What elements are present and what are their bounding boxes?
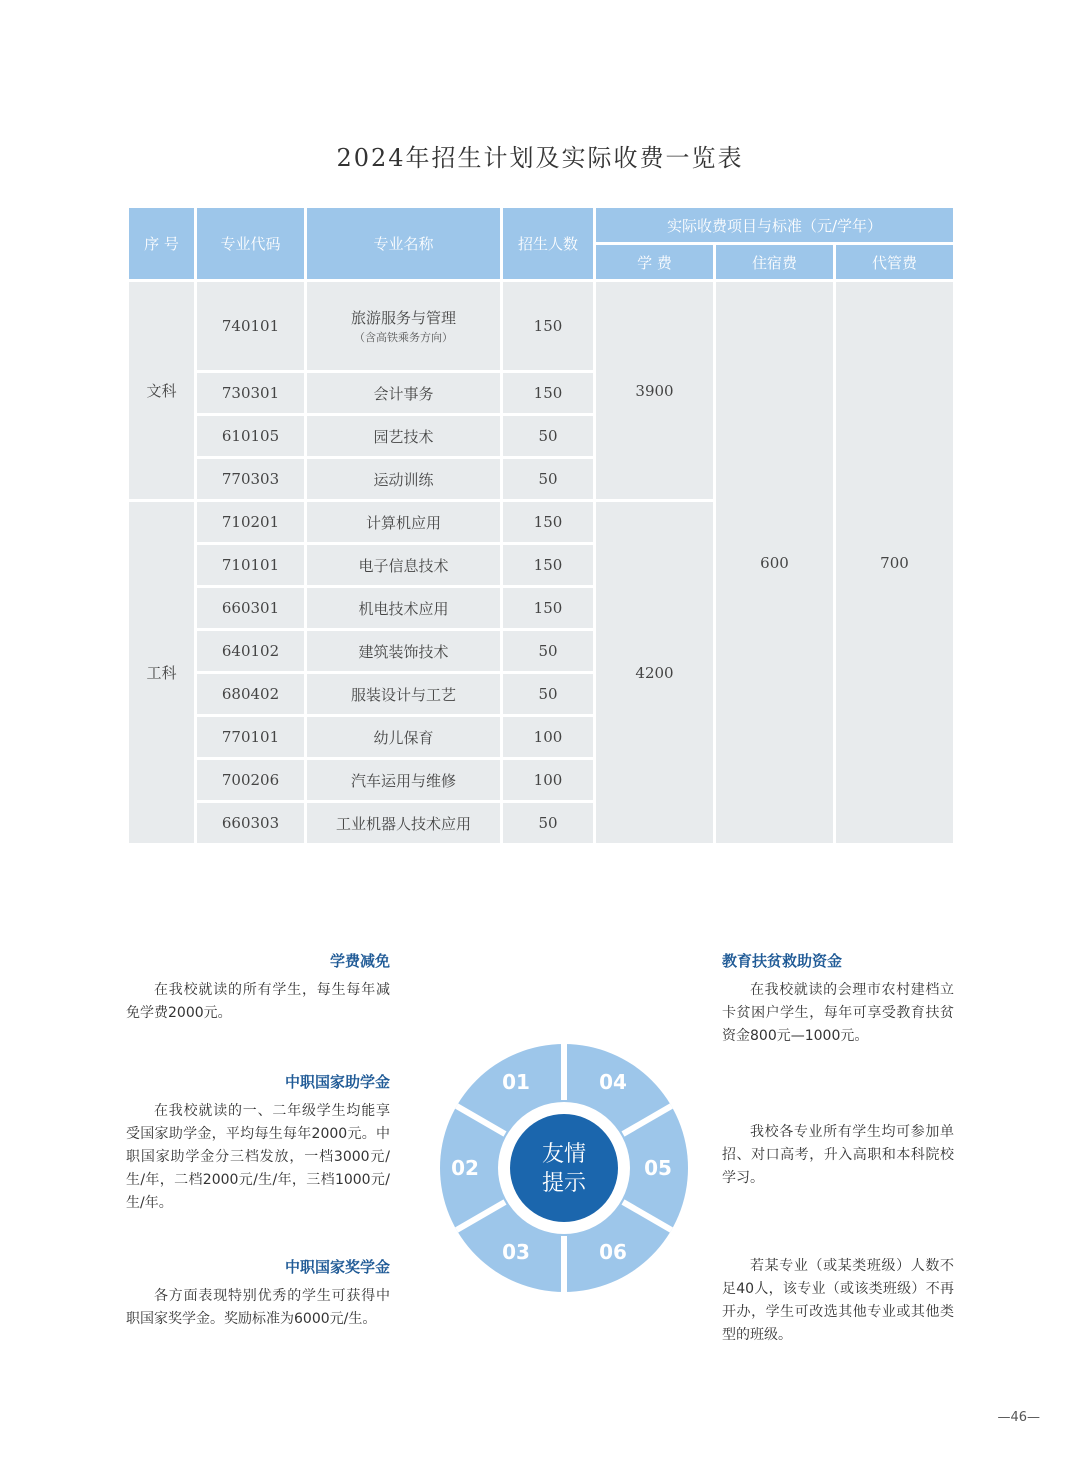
enroll-count: 100 [502, 716, 595, 759]
major-code: 610105 [196, 415, 306, 458]
header-name: 专业名称 [306, 207, 502, 281]
card-national-scholarship [126, 1256, 390, 1331]
wheel-center [510, 1114, 618, 1222]
major-code: 700206 [196, 759, 306, 802]
major-name-text: 旅游服务与管理 [350, 309, 456, 327]
header-fee-group: 实际收费项目与标准（元/学年） [595, 207, 955, 244]
card-text: 各方面表现特别优秀的学生可获得中职国家奖学金。奖励标准为6000元/生。 [126, 1288, 390, 1327]
fee-table [126, 205, 956, 846]
major-code: 660303 [196, 802, 306, 845]
enroll-count: 100 [502, 759, 595, 802]
header-tuition: 学 费 [595, 244, 715, 281]
major-name: 汽车运用与维修 [306, 759, 502, 802]
header-enroll: 招生人数 [502, 207, 595, 281]
card-text: 在我校就读的所有学生，每生每年减免学费2000元。 [126, 982, 390, 1021]
major-name: 建筑装饰技术 [306, 630, 502, 673]
agency-fee: 700 [835, 281, 955, 845]
enroll-count: 150 [502, 372, 595, 415]
card-title: 学费减免 [329, 952, 390, 970]
card-title: 中职国家奖学金 [284, 1258, 390, 1276]
page-title: 2024年招生计划及实际收费一览表 [336, 144, 744, 172]
major-name-sub: （含高铁乘务方向） [354, 331, 453, 344]
card-text: 在我校就读的会理市农村建档立卡贫困户学生，每年可享受教育扶贫资金800元—1000元。 [722, 982, 954, 1044]
header-code: 专业代码 [196, 207, 306, 281]
major-code: 710201 [196, 501, 306, 544]
card-text: 我校各专业所有学生均可参加单招、对口高考，升入高职和本科院校学习。 [722, 1124, 954, 1186]
card-national-grant [126, 1071, 390, 1215]
major-name: 电子信息技术 [306, 544, 502, 587]
segment-label-06: 06 [599, 1240, 627, 1264]
card-text: 若某专业（或某类班级）人数不足40人，该专业（或该类班级）不再开办，学生可改选其他专业或其他类型的班级。 [722, 1258, 954, 1343]
enroll-count: 50 [502, 802, 595, 845]
center-line1: 友情 [541, 1142, 587, 1167]
major-code: 740101 [196, 281, 306, 372]
segment-label-05: 05 [644, 1156, 672, 1180]
major-code: 710101 [196, 544, 306, 587]
header-dorm: 住宿费 [715, 244, 835, 281]
card-further-study [722, 1121, 954, 1190]
major-code: 730301 [196, 372, 306, 415]
card-tuition-waiver [126, 950, 390, 1025]
enroll-count: 50 [502, 630, 595, 673]
header-agency: 代管费 [835, 244, 955, 281]
major-code: 680402 [196, 673, 306, 716]
card-text: 在我校就读的一、二年级学生均能享受国家助学金，平均每生每年2000元。中职国家助学金分三档发放，一档3000元/生/年，二档2000元/生/年，三档1000元/生/年。 [126, 1103, 390, 1211]
segment-label-03: 03 [502, 1240, 530, 1264]
card-poverty-aid [722, 950, 954, 1048]
segment-label-04: 04 [599, 1070, 627, 1094]
enroll-count: 150 [502, 281, 595, 372]
group-label: 工科 [128, 501, 196, 845]
page-number: —46— [997, 1410, 1040, 1425]
major-name: 园艺技术 [306, 415, 502, 458]
major-code: 660301 [196, 587, 306, 630]
major-name: 工业机器人技术应用 [306, 802, 502, 845]
segment-label-01: 01 [502, 1070, 530, 1094]
major-name: 幼儿保育 [306, 716, 502, 759]
group-label: 文科 [128, 281, 196, 501]
enroll-count: 50 [502, 673, 595, 716]
major-name: 机电技术应用 [306, 587, 502, 630]
major-name: 会计事务 [306, 372, 502, 415]
card-class-minimum [722, 1255, 954, 1347]
enroll-count: 150 [502, 544, 595, 587]
card-title: 中职国家助学金 [284, 1073, 390, 1091]
center-line2: 提示 [541, 1171, 587, 1196]
major-name: 计算机应用 [306, 501, 502, 544]
header-seq: 序 号 [128, 207, 196, 281]
major-code: 770101 [196, 716, 306, 759]
enroll-count: 150 [502, 587, 595, 630]
table-row [128, 281, 955, 372]
segment-label-02: 02 [451, 1156, 479, 1180]
major-name [306, 281, 502, 372]
major-code: 770303 [196, 458, 306, 501]
tuition-fee: 3900 [595, 281, 715, 501]
enroll-count: 150 [502, 501, 595, 544]
major-name: 服装设计与工艺 [306, 673, 502, 716]
enroll-count: 50 [502, 415, 595, 458]
tuition-fee: 4200 [595, 501, 715, 845]
dorm-fee: 600 [715, 281, 835, 845]
enroll-count: 50 [502, 458, 595, 501]
tips-wheel [436, 1040, 692, 1296]
card-title: 教育扶贫救助资金 [722, 952, 843, 970]
major-name: 运动训练 [306, 458, 502, 501]
major-code: 640102 [196, 630, 306, 673]
